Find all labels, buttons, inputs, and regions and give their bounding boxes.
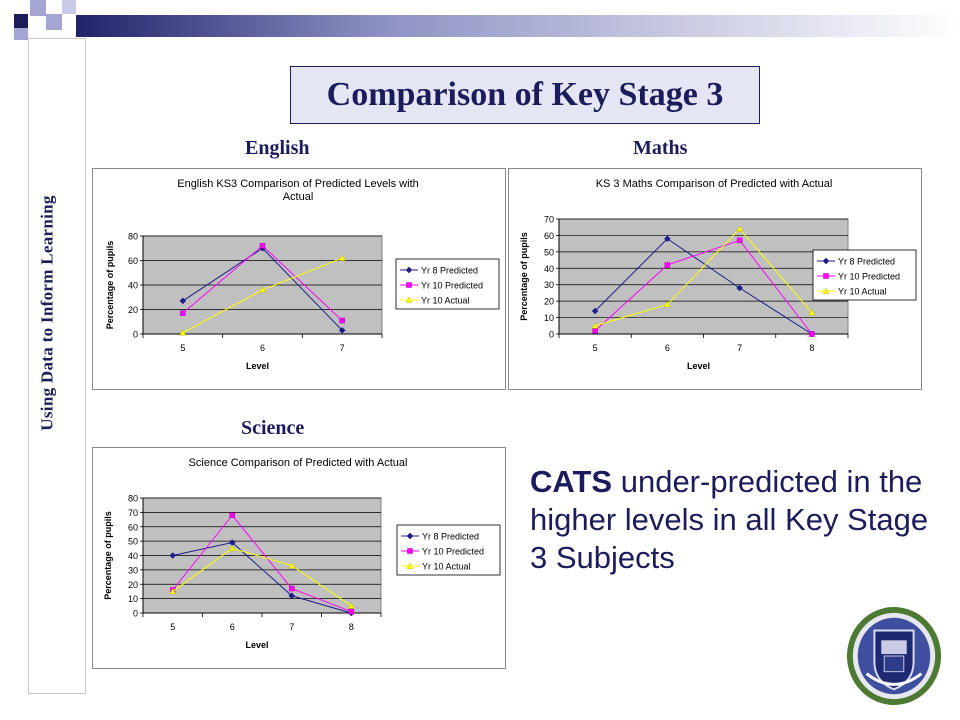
chart-title: Science Comparison of Predicted with Actual — [188, 457, 408, 469]
legend-label: Yr 10 Actual — [838, 286, 887, 297]
header-decoration — [0, 0, 960, 40]
data-point — [408, 549, 413, 554]
y-tick-label: 30 — [127, 565, 138, 576]
school-crest-logo — [845, 604, 943, 708]
x-axis-label: Level — [245, 640, 269, 650]
data-point — [289, 586, 294, 591]
y-tick-label: 10 — [127, 594, 138, 605]
conclusion-emphasis: CATS — [530, 464, 613, 499]
x-tick-label: 5 — [170, 622, 176, 632]
y-tick-label: 50 — [127, 536, 138, 547]
data-point — [180, 311, 185, 316]
legend-label: Yr 10 Predicted — [422, 546, 485, 557]
maths-label: Maths — [633, 137, 688, 159]
science-label: Science — [241, 417, 305, 439]
x-tick-label: 5 — [592, 343, 598, 353]
header-square — [30, 0, 46, 16]
y-tick-label: 80 — [127, 493, 138, 504]
english-label: English — [245, 137, 310, 159]
maths-chart — [508, 168, 922, 390]
legend-label: Yr 8 Predicted — [421, 265, 479, 276]
x-tick-label: 8 — [348, 622, 354, 632]
chart-title: English KS3 Comparison of Predicted Levels with — [177, 178, 419, 190]
x-tick-label: 7 — [339, 343, 345, 353]
y-tick-label: 70 — [543, 214, 554, 225]
y-tick-label: 60 — [543, 230, 554, 241]
science-chart — [92, 447, 506, 669]
header-square — [14, 28, 28, 40]
header-square — [62, 0, 76, 14]
data-point — [407, 283, 412, 288]
plot-area — [559, 219, 848, 334]
y-tick-label: 60 — [127, 522, 138, 533]
data-point — [824, 274, 829, 279]
data-point — [665, 263, 670, 268]
x-tick-label: 5 — [180, 343, 186, 353]
x-axis-label: Level — [686, 361, 711, 371]
sidebar-title — [31, 98, 65, 528]
english-chart — [92, 168, 506, 390]
x-tick-label: 7 — [737, 343, 743, 353]
data-point — [230, 513, 235, 518]
y-tick-label: 20 — [127, 579, 138, 590]
y-tick-label: 40 — [127, 280, 138, 291]
x-tick-label: 8 — [809, 343, 815, 353]
chart-svg — [509, 169, 921, 389]
y-axis-label: Percentage of pupils — [105, 240, 115, 330]
y-tick-label: 60 — [127, 256, 138, 266]
legend-label: Yr 8 Predicted — [838, 256, 896, 267]
x-tick-label: 6 — [259, 343, 266, 353]
conclusion-body: under-predicted in the higher levels in all Key Stage 3 Subjects — [530, 464, 929, 575]
legend-label: Yr 10 Predicted — [421, 280, 484, 291]
sidebar-title-text: Using Data to Inform Learning — [38, 195, 57, 431]
slide-title: Comparison of Key Stage 3 — [290, 66, 760, 124]
y-tick-label: 30 — [543, 280, 554, 291]
y-tick-label: 80 — [127, 231, 138, 242]
y-tick-label: 40 — [127, 551, 138, 561]
y-tick-label: 0 — [548, 329, 554, 340]
legend-label: Yr 10 Actual — [421, 295, 470, 306]
header-fade-bar — [76, 15, 960, 37]
chart-title: KS 3 Maths Comparison of Predicted with Actual — [595, 178, 833, 190]
data-point — [349, 609, 354, 614]
data-point — [809, 332, 814, 337]
x-axis-label: Level — [245, 361, 270, 371]
y-tick-label: 70 — [127, 507, 138, 518]
y-tick-label: 0 — [132, 608, 138, 619]
y-tick-label: 50 — [543, 247, 554, 258]
y-tick-label: 0 — [132, 329, 138, 340]
y-axis-label: Percentage of pupils — [103, 511, 113, 600]
y-axis-label: Percentage of pupils — [519, 232, 529, 321]
legend-label: Yr 8 Predicted — [422, 531, 480, 542]
legend-label: Yr 10 Predicted — [838, 271, 901, 282]
data-point — [593, 328, 598, 333]
data-point — [340, 318, 345, 323]
header-square — [46, 14, 62, 30]
chart-svg — [93, 169, 505, 389]
y-tick-label: 10 — [543, 313, 554, 324]
x-tick-label: 6 — [664, 343, 670, 353]
y-tick-label: 20 — [543, 296, 554, 307]
conclusion-text — [530, 463, 930, 577]
legend-label: Yr 10 Actual — [422, 561, 471, 572]
chart-title: Actual — [282, 191, 314, 203]
x-tick-label: 7 — [289, 622, 295, 632]
data-point — [737, 238, 742, 243]
y-tick-label: 20 — [127, 305, 138, 315]
y-tick-label: 40 — [543, 263, 554, 274]
x-tick-label: 6 — [229, 622, 235, 632]
chart-svg — [93, 448, 505, 668]
data-point — [260, 243, 265, 248]
header-square — [14, 14, 28, 28]
